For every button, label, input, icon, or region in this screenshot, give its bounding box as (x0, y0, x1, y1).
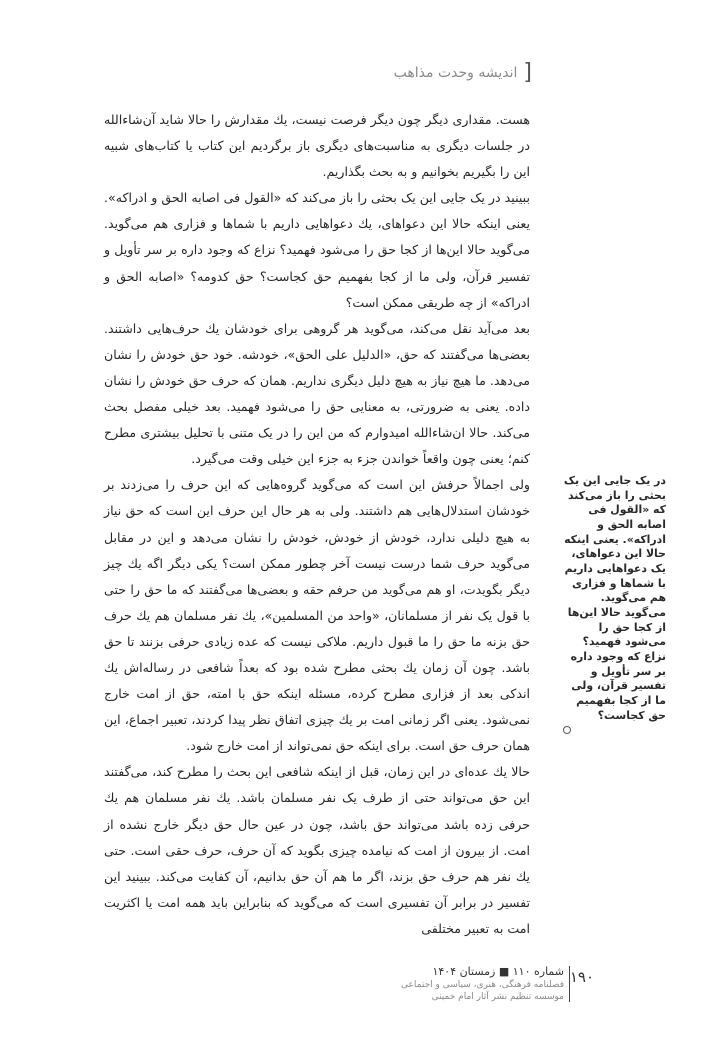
paragraph: بعد می‌آید نقل می‌کند، می‌گوید هر گروهی برای خودشان یك حرف‌هایی داشتند. بعضی‌ها می‌گفتند که حق، «الدلیل علی الحق»، خودشه. خود حق خودش را نشان می‌دهد. ما هیچ نیاز به هیچ دلیل دیگری نداریم. همان که حرف حق خودش را نشان داده. یعنی به ضرورتی، به معنایی حق را می‌شود فهمید. بعد خیلی مفصل بحث می‌کند. حالا ان‌شاءالله امیدوارم که من این را در یک متنی با تحلیل بیشتری مطرح کنم؛ یعنی چون واقعاً خواندن جزء به جزء این خیلی وقت می‌گیرد. (104, 320, 530, 467)
header-bracket: [ (523, 60, 532, 85)
paragraph: حالا یك عده‌ای در این زمان، قبل از اینکه شافعی این بحث را مطرح کند، می‌گفتند این حق می‌تواند حتی از طرف یک نفر مسلمان باشد. یك نفر مسلمان هم یك حرفی زده باشد می‌تواند حق باشد، چون در عین حال حق دیگر خارج نشده از امت. از بیرون از امت که نیامده چیزی بگوید که آن حرف، حرف حقی است. حتی یك نفر هم حرف حق بزند، اگر ما هم آن حق بدانیم، آن کفایت می‌کند. ببینید این تفسیر در برابر آن تفسیری است که می‌گوید که بنابراین باید همه امت یا اکثریت امت به تعبیر مختلفی (104, 764, 530, 936)
running-header (394, 62, 532, 84)
page-number: ۱۹۰ (569, 968, 594, 986)
article-body (104, 107, 530, 942)
footer (394, 965, 564, 1003)
pull-quote-text: در یک جایی این یک بحثی را باز می‌کند که «القول فی اصابه الحق و ادراکه». یعنی اینکه حالا این دعواهای، یک دعواهایی داریم با شماها و فزاری هم می‌گوید. می‌گوید حالا این‌ها از کجا حق را می‌شود فهمید؟ نزاع که وجود داره بر سر تأویل و تفسیر قرآن، ولی ما از کجا بفهمیم حق کجاست؟ (563, 474, 666, 722)
section-title: اندیشه وحدت مذاهب (393, 65, 518, 81)
paragraph: ولی اجمالاً حرفش این است که می‌گوید گروه‌هایی که این حرف را می‌زدند بر خودشان استدلال‌هایی هم داشتند. ولی به هر حال این حرف این است که حق نیاز به هیچ دلیلی ندارد، خودش از خودش، خودش را نشان می‌دهد و این در مقابل می‌گوید حرف شما درست نیست آخر چطور ممکن است؟ یکی دیگر اگه یك چیز دیگر بگویدت، او هم می‌گوید من حرفم حقه و بعضی‌ها می‌گفتند که ما حق را حتی با قول یک نفر از مسلمانان، «واحد من المسلمین»، یك نفر مسلمان هم یك حرف حق بزنه ما حق را ما قبول داریم. ملاکی نیست که عده زیادی حرفی بزنند تا حق باشد. چون آن زمان یك بحثی مطرح شده بود که بعداً شافعی در رساله‌اش یك اندکی بعد از فزاری مطرح کرده، مسئله اینکه حق با امته، حق از امت خارج نمی‌شود. یعنی اگر زمانی امت بر یك چیزی اتفاق نظر پیدا کردند، تعبیر اجماع، این همان حرف حق است. برای اینکه حق نمی‌تواند از امت خارج شود. (104, 477, 530, 754)
issue-info: شماره ۱۱۰ ■ زمستان ۱۴۰۴ (432, 965, 564, 978)
paragraph: هست. مقداری دیگر چون دیگر فرصت نیست، یك مقدارش را حالا شاید آن‌شاءالله در جلسات دیگری به مناسبت‌های دیگری باز برگردیم این کتاب یا کتاب‌های شبیه این را بگیریم بخوانیم و به بحث بگذاریم. (104, 112, 530, 180)
publisher-name: موسسه تنظیم نشر آثار امام خمینی (431, 992, 564, 1002)
paragraph: ببینید در یک جایی این یک بحثی را باز می‌کند که «القول فی اصابه الحق و ادراکه». یعنی اینکه حالا این دعواهای، یك دعواهایی داریم با شماها و فزاری هم می‌گوید. می‌گوید حالا این‌ها از کجا حق را می‌شود فهمید؟ نزاع که وجود داره بر سر تأویل و تفسیر قرآن، ولی ما از کجا بفهمیم حق کجاست؟ حق کدومه؟ «اصابه الحق و ادراکه» از چه طریقی ممکن است؟ (104, 190, 530, 310)
quote-end-icon (563, 724, 666, 739)
pull-quote (563, 474, 666, 739)
journal-description: فصلنامه فرهنگی، هنری، سیاسی و اجتماعی (401, 980, 564, 990)
